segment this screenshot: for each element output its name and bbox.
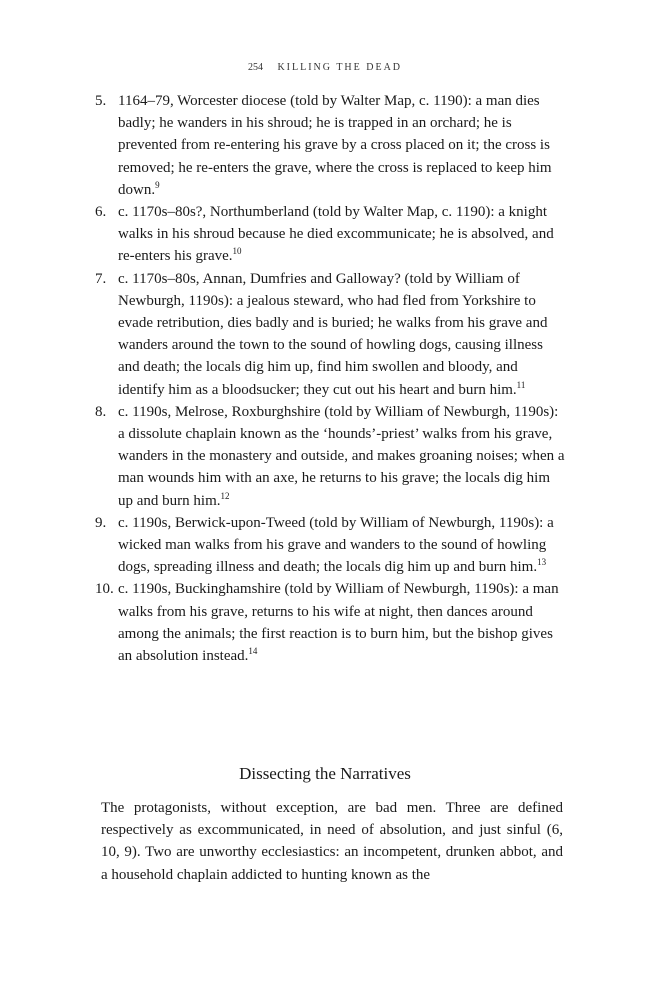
list-item <box>95 201 568 268</box>
footnote-ref: 14 <box>248 646 258 657</box>
case-list <box>95 90 568 667</box>
footnote-ref: 12 <box>220 490 230 501</box>
section-heading: Dissecting the Narratives <box>239 764 411 783</box>
footnote-ref: 11 <box>516 379 526 390</box>
item-number: 6. <box>95 204 107 221</box>
footnote-ref: 9 <box>155 179 160 190</box>
footnote-ref: 13 <box>537 557 547 568</box>
item-number: 7. <box>95 270 107 287</box>
item-number: 8. <box>95 403 107 420</box>
list-item <box>95 578 568 667</box>
item-text: c. 1190s, Melrose, Roxburghshire (told by William of Newburgh, 1190s): a dissolute chaplain known as the ‘hounds’-priest’ walks from his grave, wanders in the monastery and outside, and makes groaning noises; when a man wounds him with an axe, he returns to his grave; the locals dig him up and burn him. <box>118 403 565 509</box>
item-text: c. 1190s, Buckinghamshire (told by William of Newburgh, 1190s): a man walks from his grave, returns to his wife at night, then dances around among the animals; the first reaction is to burn him, but the bishop gives an absolution instead. <box>118 581 559 665</box>
page-number: 254 <box>247 62 263 73</box>
list-item <box>95 268 568 401</box>
running-title: KILLING THE DEAD <box>277 62 403 73</box>
item-text: c. 1170s–80s, Annan, Dumfries and Galloway? (told by William of Newburgh, 1190s): a jealous steward, who had fled from Yorkshire to evade retribution, dies badly and is buried; he walks from his grave and wanders around the town to the sound of howling dogs, causing illness and death; the locals dig him up, find him swollen and bloody, and identify him as a bloodsucker; they cut out his heart and burn him. <box>118 270 548 398</box>
item-number: 5. <box>95 93 107 109</box>
body-paragraph: The protagonists, without exception, are bad men. Three are defined respectively as excommunicated, in need of absolution, and just sinful (6, 10, 9). Two are unworthy ecclesiastics: an incompetent, drunken abbot, and a household chaplain addicted to hunting known as the <box>101 800 563 883</box>
item-text: c. 1170s–80s?, Northumberland (told by Walter Map, c. 1190): a knight walks in his shroud because he died excommunicate; he is absolved, and re-enters his grave. <box>118 204 554 265</box>
list-item <box>95 90 568 201</box>
item-text: 1164–79, Worcester diocese (told by Walter Map, c. 1190): a man dies badly; he wanders in his shroud; he is trapped in an orchard; he is prevented from re-entering his grave by a cross placed on it; the cross is removed; he re-enters the grave, where the cross is replaced to keep him down. <box>118 93 552 198</box>
list-item <box>95 512 568 579</box>
footnote-ref: 10 <box>232 246 242 257</box>
list-item <box>95 401 568 512</box>
running-head <box>0 62 650 73</box>
item-text: c. 1190s, Berwick-upon-Tweed (told by William of Newburgh, 1190s): a wicked man walks from his grave and wanders to the sound of howling dogs, spreading illness and death; the locals dig him up and burn him. <box>118 514 554 576</box>
item-number: 10. <box>95 581 114 598</box>
item-number: 9. <box>95 514 107 531</box>
